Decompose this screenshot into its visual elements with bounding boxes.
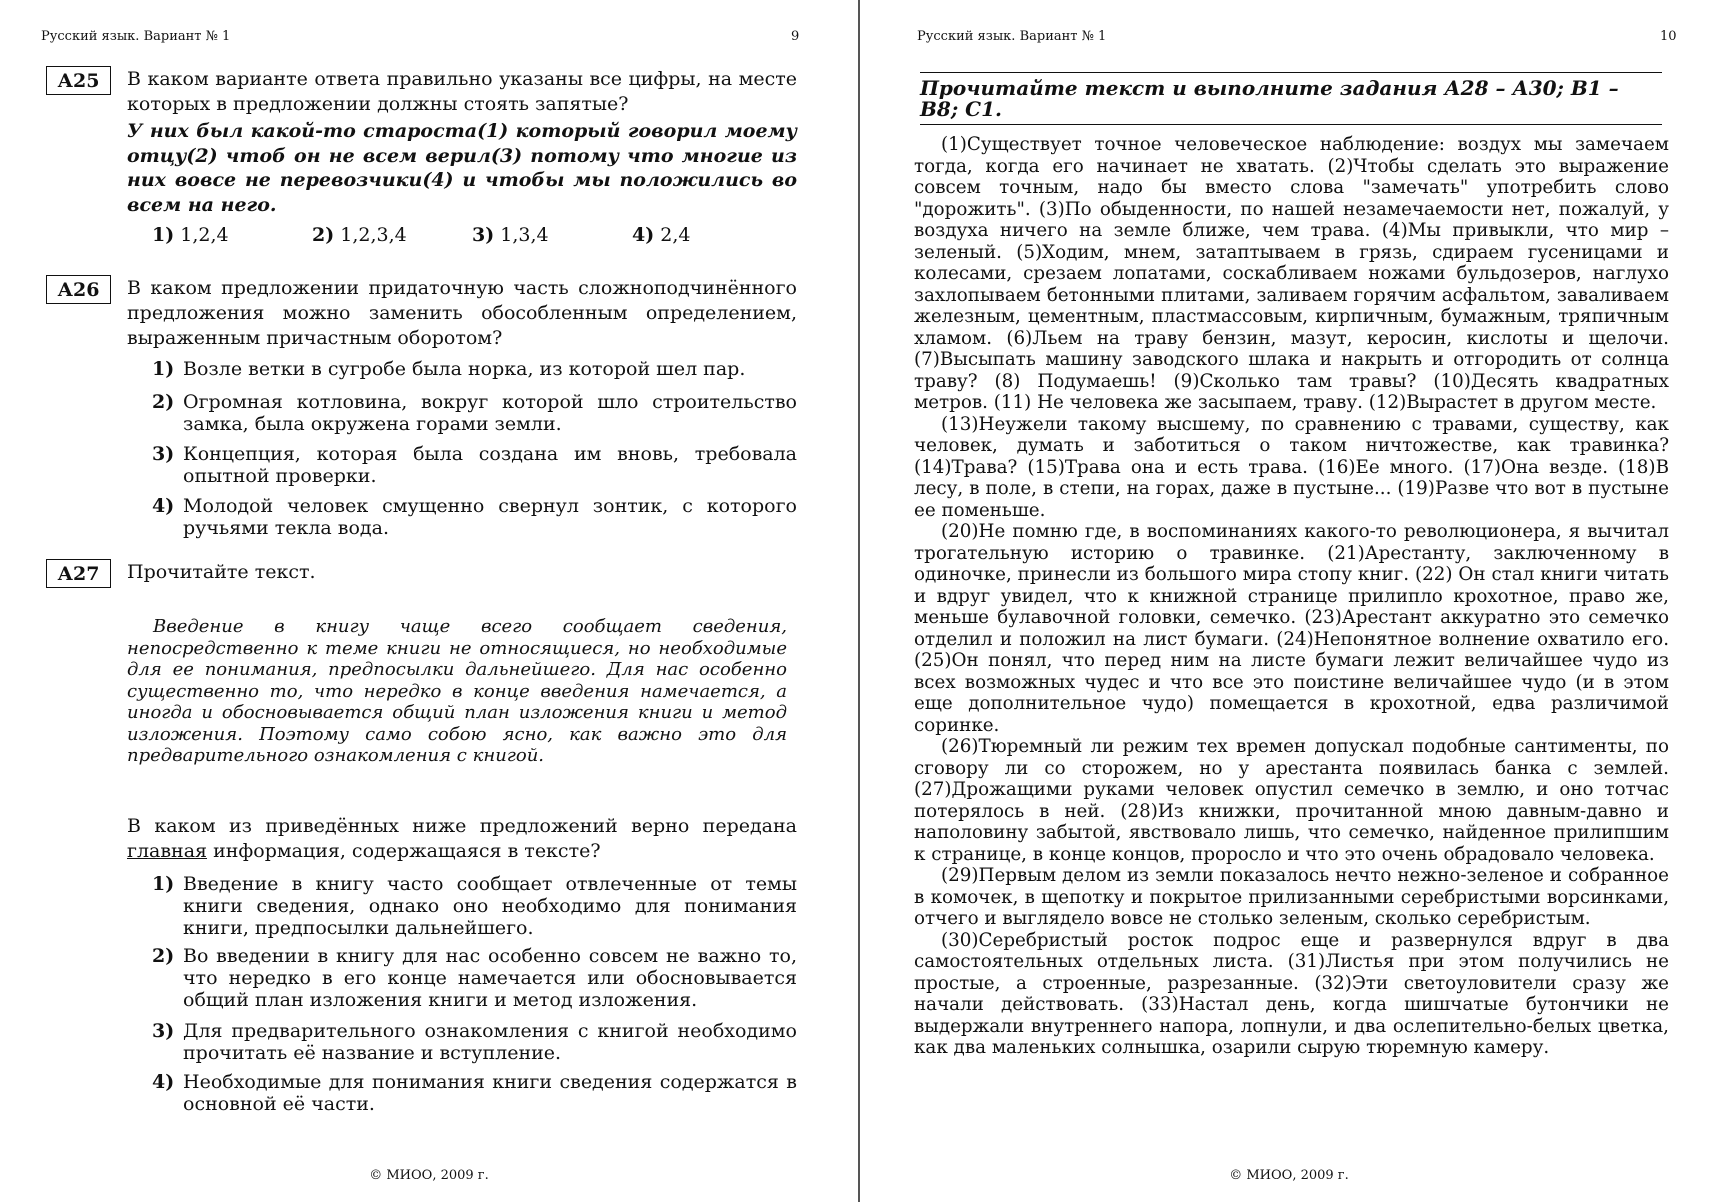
text-paragraph: (29)Первым делом из земли показалось нечто нежно-зеленое и собранное в комочек, в щепотку и покрытое прилизанными серебристыми ворсинками, отчего и выглядело вовсе не столько зеленым, сколько серебристым.: [914, 865, 1669, 929]
answer-option: 4) 2,4: [632, 224, 691, 246]
text-paragraph: (30)Серебристый росток подрос еще и развернулся вдруг в два самостоятельных отдельных листа. (31)Листья при этом получились не простые, а строенные, разрезанные. (32)Эти светоуловители сразу же начали действовать. (33)Настал день, когда шишчатые бутончики не выдержали внутреннего напора, лопнули, и два ослепительно-белых цветка, как два маленьких солнышка, озарили сырую тюремную камеру.: [914, 929, 1669, 1058]
task-a27-label: А27: [46, 559, 111, 588]
answer-option: 2) 1,2,3,4: [312, 224, 407, 246]
task-a27-option-2: 2) Во введении в книгу для нас особенно совсем не важно то, что нередко в его конце намечается или обосновывается общий план изложения книги и метод изложения.: [152, 945, 797, 1011]
answer-option: 1) 1,2,4: [152, 224, 229, 246]
right-header: Русский язык. Вариант № 1: [917, 29, 1107, 44]
task-a27-option-1: 1) Введение в книгу часто сообщает отвлеченные от темы книги сведения, однако оно необходимо для понимания книги, предпосылки дальнейшего.: [152, 873, 797, 939]
task-a25-question: В каком варианте ответа правильно указаны все цифры, на месте которых в предложении должны стоять запятые?: [127, 68, 797, 115]
left-page: [0, 0, 858, 1202]
task-a27-intro: Прочитайте текст.: [127, 561, 316, 583]
reading-text: [914, 134, 1669, 1059]
left-page-number: 9: [791, 29, 800, 44]
text-paragraph: (20)Не помню где, в воспоминаниях какого-то революционера, я вычитал трогательную историю о травинке. (21)Арестанту, заключенному в одиночке, принесли из большого мира стопу книг. (22) Он стал книги читать и вдруг увидел, что к книжной странице прилипло крохотное, право же, меньше булавочной головки, семечко. (23)Арестант аккуратно это семечко отделил и положил на лист бумаги. (24)Непонятное волнение охватило его. (25)Он понял, что перед ним на листе бумаги лежит величайшее чудо из всех возможных чудес и что все это поистине величайшее чудо (и в этом еще дополнительное чудо) помещается в крохотной, едва различимой соринке.: [914, 521, 1669, 736]
task-a26-label: А26: [46, 275, 111, 304]
text-paragraph: (1)Существует точное человеческое наблюдение: воздух мы замечаем тогда, когда его начинает не хватать. (2)Чтобы сделать это выражение совсем точным, надо бы вместо слова "замечать" употребить слово "дорожить". (3)По обыденности, по нашей незамечаемости нет, пожалуй, у воздуха ничего на земле ближе, чем трава. (4)Мы привыкли, что мир – зеленый. (5)Ходим, мнем, затаптываем в грязь, сдираем гусеницами и колесами, срезаем лопатами, соскабливаем ножами бульдозеров, наглухо захлопываем бетонными плитами, заливаем горячим асфальтом, заваливаем железным, цементным, пластмассовым, кирпичным, бумажным, тряпичным хламом. (6)Льем на траву бензин, мазут, керосин, кислоты и щелочи. (7)Высыпать машину заводского шлака и накрыть и отгородить от солнца траву? (8) Подумаешь! (9)Сколько там травы? (10)Десять квадратных метров. (11) Не человека же засыпаем, траву. (12)Вырастет в другом месте.: [914, 134, 1669, 413]
right-page: [860, 0, 1718, 1202]
task-a27-option-4: 4) Необходимые для понимания книги сведения содержатся в основной её части.: [152, 1071, 797, 1115]
right-footer: © МИОО, 2009 г.: [1229, 1168, 1349, 1183]
task-a27-quote: Введение в книгу чаще всего сообщает сведения, непосредственно к теме книги не относящиеся, но необходимые для ее понимания, предпосылки дальнейшего. Для нас особенно существенно то, что нередко в конце введения намечается, а иногда и обосновывается общий план изложения книги и метод изложения. Поэтому само собою ясно, как важно это для предварительного ознакомления с книгой.: [127, 616, 787, 766]
task-a26-option-1: 1) Возле ветки в сугробе была норка, из которой шел пар.: [152, 358, 746, 380]
task-a25-label: А25: [46, 66, 111, 95]
task-a26-option-3: 3) Концепция, которая была создана им вновь, требовала опытной проверки.: [152, 443, 797, 487]
answer-option: 3) 1,3,4: [472, 224, 549, 246]
underlined-word: главная: [127, 840, 208, 862]
left-footer: © МИОО, 2009 г.: [369, 1168, 489, 1183]
task-a25-sentence: У них был какой-то староста(1) который говорил моему отцу(2) чтоб он не всем верил(3) потому что многие из них вовсе не перевозчики(4) и чтобы мы положились во всем на него.: [127, 120, 797, 216]
right-page-number: 10: [1660, 29, 1677, 44]
task-a25-answers: [152, 224, 792, 246]
left-header: Русский язык. Вариант № 1: [41, 29, 231, 44]
task-a26-option-2: 2) Огромная котловина, вокруг которой шло строительство замка, была окружена горами земли.: [152, 391, 797, 435]
task-a27-question: В каком из приведённых ниже предложений верно передана главная информация, содержащаяся в тексте?: [127, 815, 797, 862]
text-paragraph: (26)Тюремный ли режим тех времен допускал подобные сантименты, по сговору ли со сторожем, но у арестанта появилась банка с землей. (27)Дрожащими руками человек опустил семечко в землю, и оно тотчас потерялось в ней. (28)Из книжки, прочитанной мною давным-давно и наполовину забытой, явствовало лишь, что семечко, найденное прилипшим к странице, в конце концов, проросло и что это очень обрадовало человека.: [914, 736, 1669, 865]
text-paragraph: (13)Неужели такому высшему, по сравнению с травами, существу, как человек, думать и заботиться о таком ничтожестве, как травинка? (14)Трава? (15)Трава она и есть трава. (16)Ее много. (17)Она везде. (18)В лесу, в поле, в степи, на горах, даже в пустыне... (19)Разве что вот в пустыне ее поменьше.: [914, 413, 1669, 521]
task-a26-option-4: 4) Молодой человек смущенно свернул зонтик, с которого ручьями текла вода.: [152, 495, 797, 539]
task-a27-option-3: 3) Для предварительного ознакомления с книгой необходимо прочитать её название и вступление.: [152, 1020, 797, 1064]
reading-task-title: Прочитайте текст и выполните задания А28 – А30; В1 – В8; С1.: [920, 72, 1662, 125]
task-a26-question: В каком предложении придаточную часть сложноподчинённого предложения можно заменить обособленным определением, выраженным причастным оборотом?: [127, 277, 797, 349]
